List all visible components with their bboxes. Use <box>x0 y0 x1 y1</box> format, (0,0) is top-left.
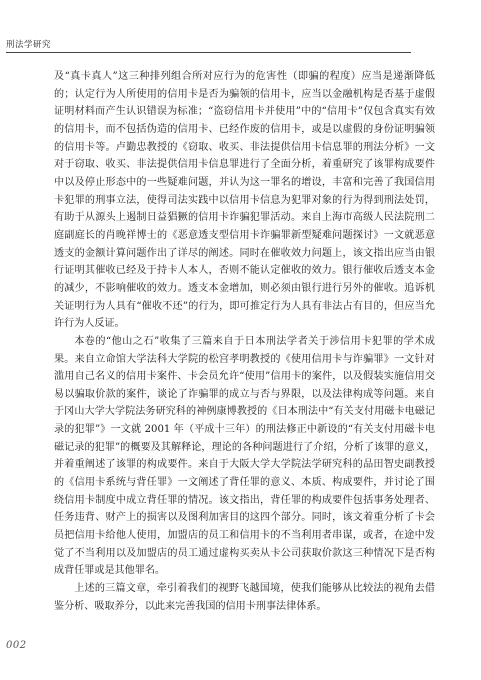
page-number: 002 <box>6 640 27 651</box>
body-text <box>54 68 435 615</box>
paragraph-conclusion: 上述的三篇文章，牵引着我们的视野飞越国境，使我们能够从比较法的视角去借鉴分析、吸取养分，以此来完善我国的信用卡刑事法律体系。 <box>54 583 435 612</box>
running-head: 刑法学研究 <box>6 40 52 50</box>
header-rule <box>6 52 411 53</box>
paragraph-foreign-scholarship: 本卷的“他山之石”收集了三篇来自于日本刑法学者关于涉信用卡犯罪的学术成果。来自立命馆大学法科大学院的松宫孝明教授的《使用信用卡与诈骗罪》一文针对滥用自己名义的信用卡案件、卡会员允许“使用”信用卡的案件，以及假装实施信用交易以骗取价款的案件，谈论了诈骗罪的成立与否与界限，以及法律构成等问题。来自于冈山大学大学院法务研究科的神例康博教授的《日本刑法中“有关支付用磁卡电磁记录的犯罪”》一文就 2001 年（平成十三年）的刑法修正中新设的“有关支付用磁卡电磁记录的犯罪”的概要及其解释论，理论的各种问题进行了介绍，分析了该罪的意义，并着重阐述了该罪的构成要件。来自于大阪大学大学院法学研究科的品田智史副教授的《信用卡系统与背任罪》一文阐述了背任罪的意义、本质、构成要件，并讨论了围绕信用卡制度中成立背任罪的情况。该文指出，背任罪的构成要件包括事务处理者、任务违背、财产上的损害以及图利加害目的这四个部分。同时，该文着重分析了卡会员把信用卡给他人使用，加盟店的员工和信用卡的不当利用者串谋，或者，在途中发觉了不当利用以及加盟店的员工通过虚构买卖从卡公司获取价款这三种情况下是否构成背任罪或是其他罪名。 <box>54 335 435 577</box>
paragraph-continued: 及“真卡真人”这三种排列组合所对应行为的危害性（即骗的程度）应当是递渐降低的；认定行为人所使用的信用卡是否为骗领的信用卡，应当以金融机构是否基于虚假证明材料而产生认识错误为标准；“盗窃信用卡并使用”中的“信用卡”仅包含真实有效的信用卡，而不包括伪造的信用卡、已经作废的信用卡，或是以虚假的身份证明骗领的信用卡等。卢勤忠教授的《窃取、收买、非法提供信用卡信息罪的刑法分析》一文对于窃取、收买、非法提供信用卡信息罪进行了全面分析，着重研究了该罪构成要件中以及停止形态中的一些疑难问题，并认为这一罪名的增设，丰富和完善了我国信用卡犯罪的刑事立法，使得司法实践中以信用卡信息为犯罪对象的行为得到刑法处罚，有助于从源头上遏制日益猖獗的信用卡诈骗犯罪活动。来自上海市高级人民法院刑二庭副庭长的肖晚祥博士的《恶意透支型信用卡诈骗罪新型疑难问题探讨》一文就恶意透支的金额计算问题作出了详尽的阐述。同时在催收效力问题上，该文指出应当由银行证明其催收已经及于持卡人本人，否则不能认定催收的效力。银行催收后透支本金的减少，不影响催收的效力。透支本金增加，则必须由银行进行另外的催收。追诉机关证明行为人具有“催收不还”的行为，即可推定行为人具有非法占有目的，但应当允许行为人反证。 <box>54 71 435 330</box>
